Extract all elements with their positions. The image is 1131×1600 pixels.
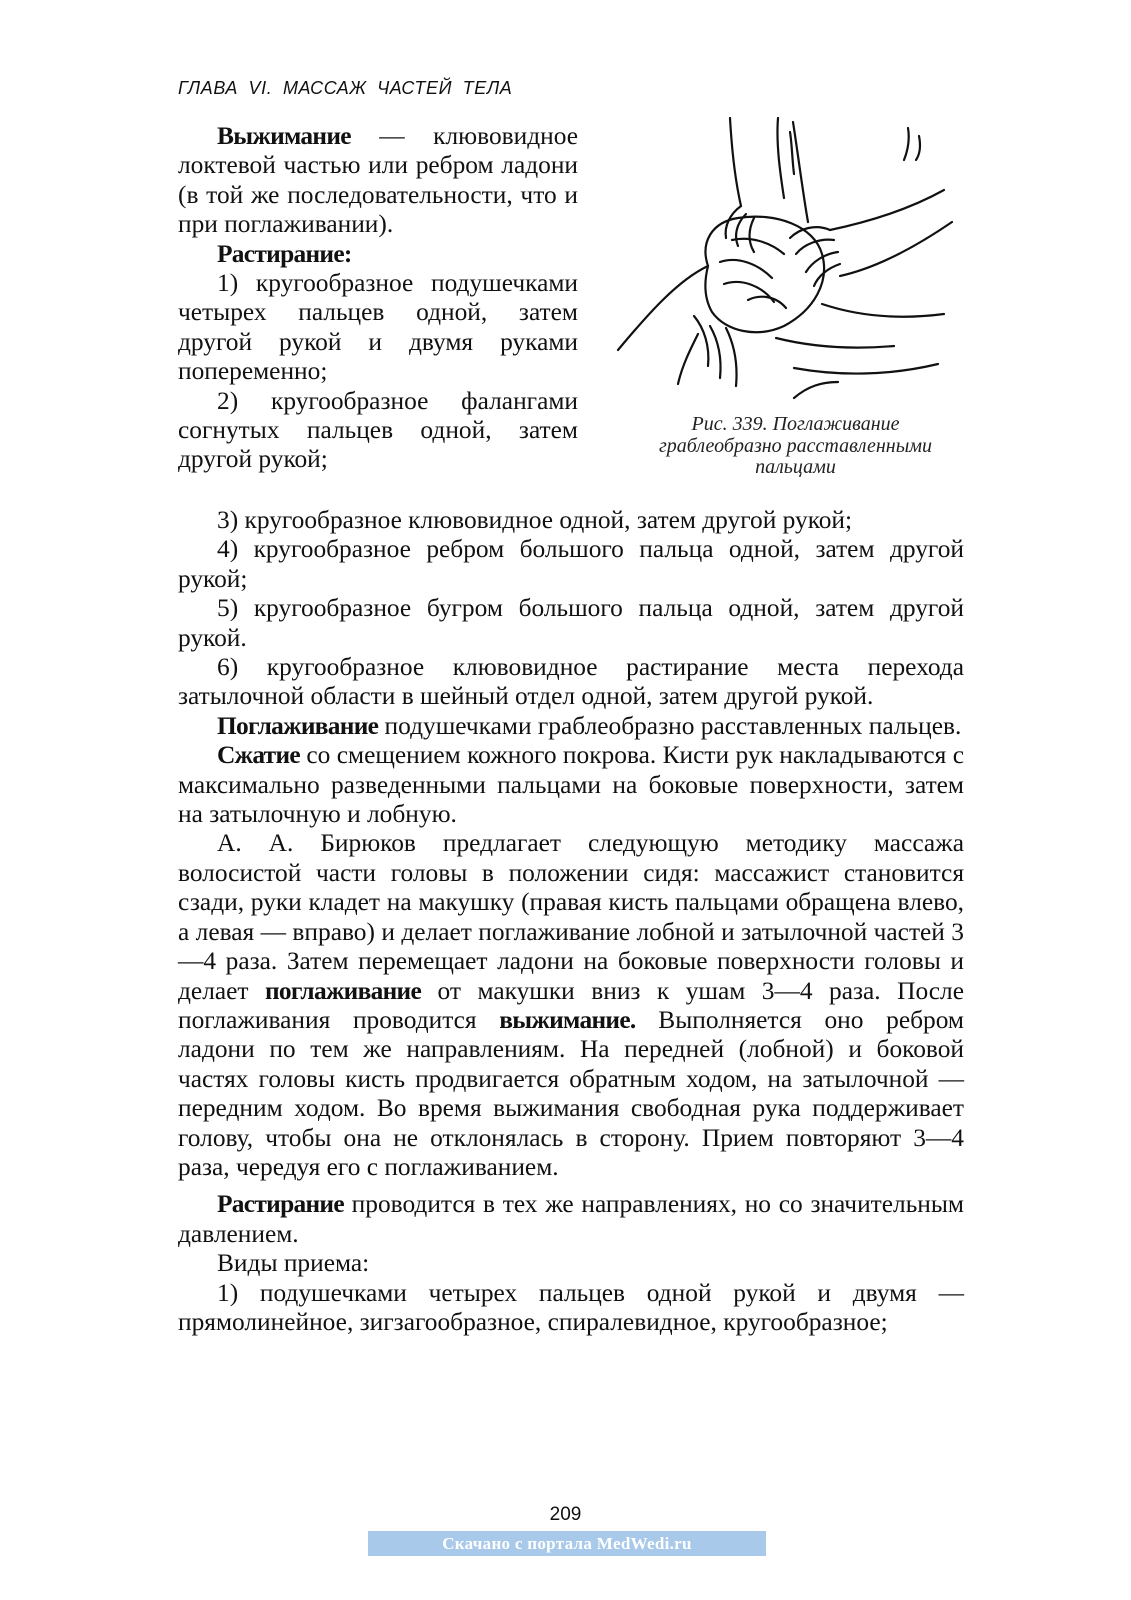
term-compression: Сжатие — [217, 741, 300, 770]
paragraph-text: А. А. Бирюков предлагает следующую методику массажа волосистой части головы в положении сидя: массажист становится сзади, руки кладет на макушку (правая кисть пальцами обращена влево, а левая — вправо) и делает поглаживание лобной и затылочной частей 3—4 раза. Затем перемещает ладони на боковые поверхности головы и делает — [178, 829, 964, 1005]
list-item-5: 5) кругообразное бугром большого пальца одной, затем другой рукой. — [178, 594, 964, 652]
figure-caption — [608, 414, 983, 479]
caption-line: пальцами — [755, 456, 836, 478]
term-rubbing-main: Растирание — [217, 1190, 344, 1219]
list-item-1: 1) кругообразное подушечками четырех пальцев одной, затем другой рукой и двумя руками попеременно; — [178, 269, 578, 386]
download-watermark: Скачано с портала MedWedi.ru — [368, 1531, 766, 1556]
paragraph-text: со смещением кожного покрова. Кисти рук накладываются с максимально разведенными пальцами на боковые поверхности, затем на затылочную и лобную. — [178, 741, 964, 829]
paragraph-kinds: Виды приема: — [217, 1249, 370, 1278]
paragraph-squeezing — [178, 122, 578, 240]
list-item-3: 3) кругообразное клювовидное одной, затем другой рукой; — [217, 506, 853, 534]
paragraph-rubbing — [178, 1190, 964, 1249]
paragraph-text: Выполняется оно ребром ладони по тем же направлениям. На передней (лобной) и боковой частях головы кисть продвигается обратным ходом, на затылочной — передним ходом. Во время выжимания свободная рука поддерживает голову, чтобы она не отклонялась в сторону. Прием повторяют 3—4 раза, чередуя его с поглаживанием. — [178, 1005, 964, 1181]
paragraph-biryukov — [178, 829, 964, 1182]
top-text-column — [178, 122, 578, 475]
main-text — [178, 506, 964, 1337]
caption-line: Рис. 339. Поглаживание — [691, 413, 900, 435]
caption-line: граблеобразно расставленными — [658, 434, 933, 457]
term-stroking: Поглаживание — [217, 711, 379, 740]
paragraph-stroking — [178, 712, 964, 741]
running-header: ГЛАВА VI. МАССАЖ ЧАСТЕЙ ТЕЛА — [178, 78, 513, 98]
massage-head-illustration — [608, 114, 970, 404]
list-item-6: 6) кругообразное клювовидное растирание места перехода затылочной области в шейный отдел одной, затем другой рукой. — [178, 653, 964, 711]
paragraph-text: подушечками граблеобразно расставленных пальцев. — [378, 711, 962, 740]
paragraph-compression — [178, 741, 964, 829]
paragraph-text: от макушки вниз к ушам 3—4 раза. После поглаживания проводится — [178, 976, 964, 1034]
list-item-2: 2) кругообразное фалангами согнутых пальцев одной, затем другой рукой; — [178, 386, 578, 474]
paragraph-text: — клювовидное локтевой частью или ребром ладони (в той же последовательности, что и при поглаживании). — [178, 122, 578, 239]
term-squeezing: Выжимание — [217, 122, 351, 150]
list-item-4: 4) кругообразное ребром большого пальца одной, затем другой рукой; — [178, 535, 964, 593]
term-squeezing-inline: выжимание. — [499, 1005, 636, 1034]
term-rubbing: Растирание: — [217, 239, 352, 268]
paragraph-text: проводится в тех же направлениях, но со значительным давлением. — [178, 1190, 964, 1248]
paragraph-rubbing-heading — [178, 240, 578, 269]
list-item-kind-1: 1) подушечками четырех пальцев одной рукой и двумя — прямолинейное, зигзагообразное, спиралевидное, кругообразное; — [178, 1278, 964, 1336]
page-number: 209 — [549, 1504, 582, 1525]
figure-illustration — [608, 114, 970, 404]
term-stroking-inline: поглаживание — [264, 976, 422, 1005]
